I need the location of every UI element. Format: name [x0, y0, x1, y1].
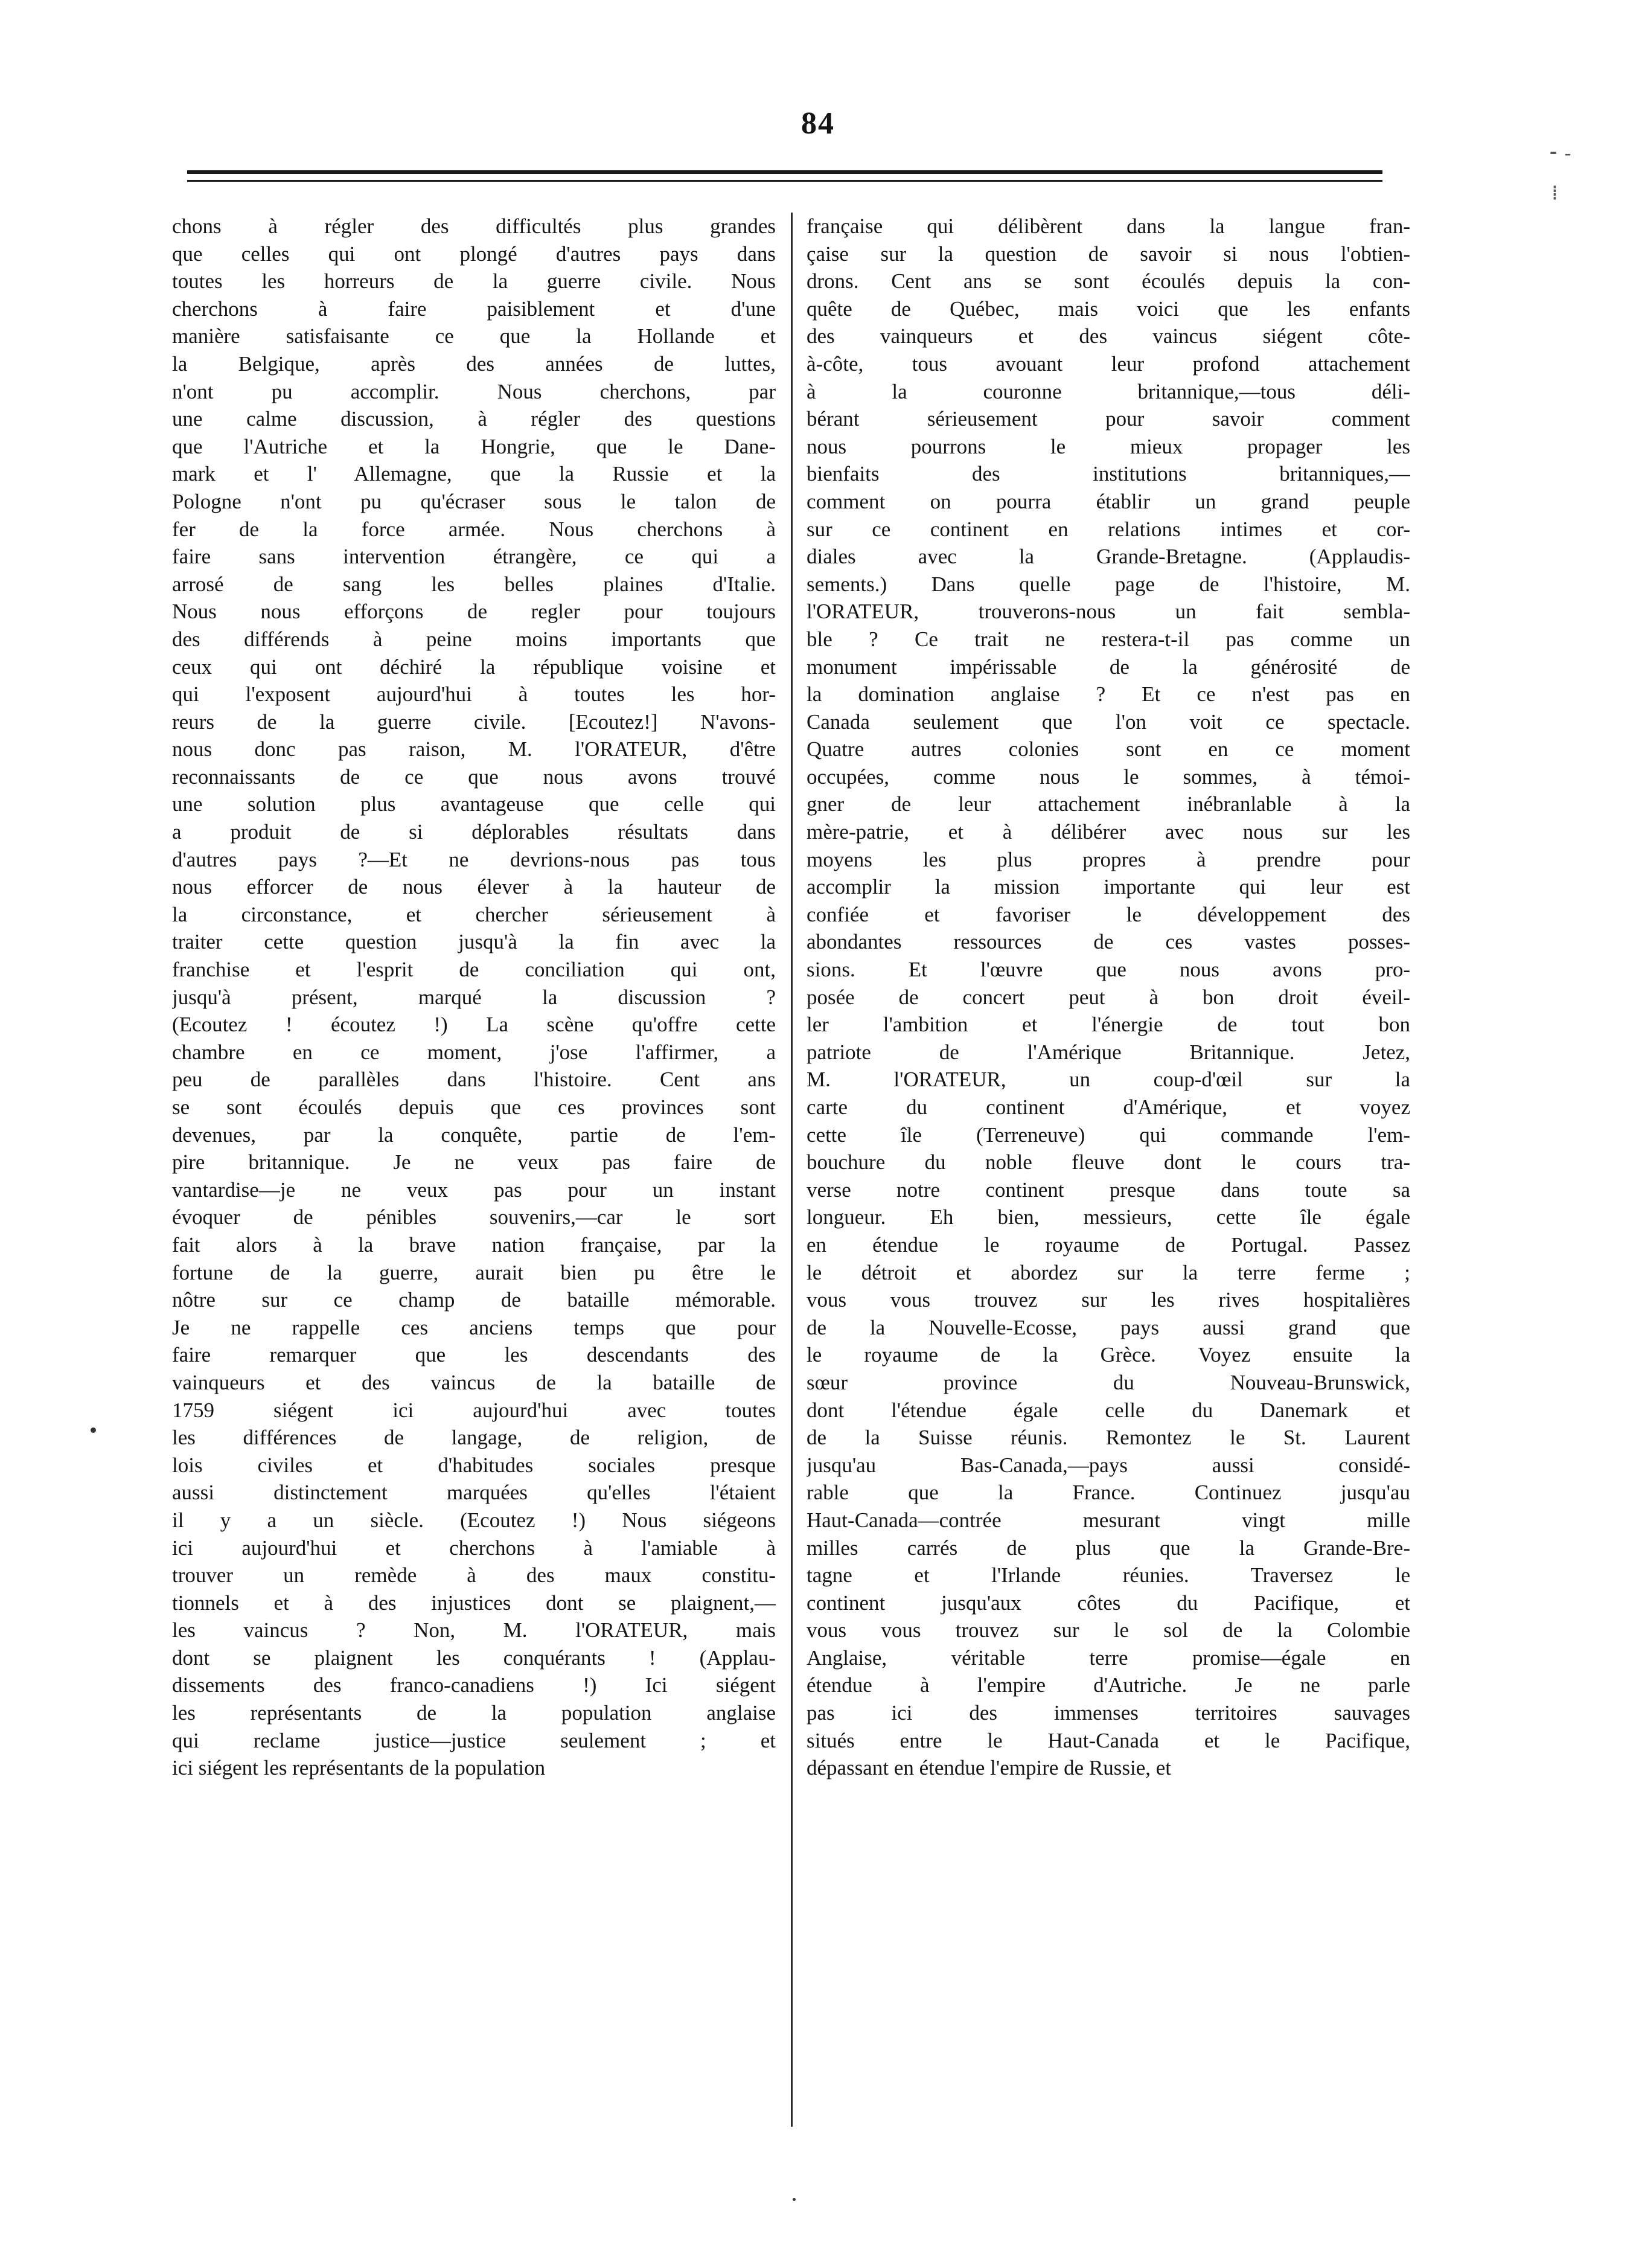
left-text-column — [172, 213, 776, 1782]
text-line: devenues, par la conquête, partie de l'em- — [172, 1123, 776, 1147]
margin-dot-left — [91, 1427, 96, 1433]
text-line: vous vous trouvez sur les rives hospitalières — [807, 1288, 1410, 1312]
text-line: Je ne rappelle ces anciens temps que pour — [172, 1315, 776, 1339]
text-line: dépassant en étendue l'empire de Russie, et — [807, 1756, 1172, 1780]
text-line: franchise et l'esprit de conciliation qui ont, — [172, 958, 776, 982]
column-divider — [791, 213, 793, 2127]
text-line: évoquer de pénibles souvenirs,—car le sort — [172, 1205, 776, 1229]
text-line: jusqu'au Bas-Canada,—pays aussi considé- — [807, 1453, 1410, 1477]
text-line: sœur province du Nouveau-Brunswick, — [807, 1370, 1410, 1394]
text-line: fait alors à la brave nation française, par la — [172, 1232, 776, 1257]
text-line: verse notre continent presque dans toute sa — [807, 1177, 1410, 1202]
text-line: reconnaissants de ce que nous avons trouvé — [172, 764, 776, 789]
text-line: bouchure du noble fleuve dont le cours tra- — [807, 1150, 1410, 1174]
text-line: nous efforcer de nous élever à la hauteur de — [172, 875, 776, 899]
text-line: Nous nous efforçons de regler pour toujours — [172, 600, 776, 624]
text-line: des différends à peine moins importants que — [172, 627, 776, 651]
text-line: cherchons à faire paisiblement et d'une — [172, 296, 776, 321]
text-line: ici siégent les représentants de la population — [172, 1756, 546, 1780]
text-line: manière satisfaisante ce que la Hollande et — [172, 324, 776, 348]
text-line: diales avec la Grande-Bretagne. (Applaudis- — [807, 545, 1410, 569]
text-line: à-côte, tous avouant leur profond attachement — [807, 351, 1410, 376]
text-line: Haut-Canada—contrée mesurant vingt mille — [807, 1508, 1410, 1532]
text-line: nous donc pas raison, M. l'ORATEUR, d'être — [172, 737, 776, 761]
text-line: longueur. Eh bien, messieurs, cette île égale — [807, 1205, 1410, 1229]
text-line: dissements des franco-canadiens !) Ici siégent — [172, 1673, 776, 1697]
text-line: sur ce continent en relations intimes et cor- — [807, 517, 1410, 541]
text-line: les représentants de la population anglaise — [172, 1701, 776, 1725]
text-line: faire sans intervention étrangère, ce qui a — [172, 545, 776, 569]
text-line: confiée et favoriser le développement des — [807, 902, 1410, 926]
text-line: des vainqueurs et des vaincus siégent côte- — [807, 324, 1410, 348]
right-text-column — [807, 213, 1410, 1782]
text-line: n'ont pu accomplir. Nous cherchons, par — [172, 379, 776, 403]
text-line: qui reclame justice—justice seulement ; et — [172, 1728, 776, 1752]
text-line: les vaincus ? Non, M. l'ORATEUR, mais — [172, 1618, 776, 1642]
text-line: pas ici des immenses territoires sauvages — [807, 1701, 1410, 1725]
text-line: monument impérissable de la générosité de — [807, 655, 1410, 679]
text-line: dont se plaignent les conquérants ! (Applau- — [172, 1645, 776, 1670]
text-line: moyens les plus propres à prendre pour — [807, 847, 1410, 871]
margin-mark-top: ⁃ ‐ — [1548, 142, 1571, 165]
text-line: Anglaise, véritable terre promise—égale en — [807, 1645, 1410, 1670]
text-line: reurs de la guerre civile. [Ecoutez!] N'avons- — [172, 710, 776, 734]
text-line: mère-patrie, et à délibérer avec nous sur les — [807, 820, 1410, 844]
text-line: rable que la France. Continuez jusqu'au — [807, 1481, 1410, 1505]
text-line: ler l'ambition et l'énergie de tout bon — [807, 1013, 1410, 1037]
text-line: ici aujourd'hui et cherchons à l'amiable à — [172, 1536, 776, 1560]
text-line: quête de Québec, mais voici que les enfants — [807, 296, 1410, 321]
text-line: vainqueurs et des vaincus de la bataille de — [172, 1370, 776, 1394]
text-line: drons. Cent ans se sont écoulés depuis la con- — [807, 269, 1410, 293]
text-line: jusqu'à présent, marqué la discussion ? — [172, 985, 776, 1009]
text-line: tionnels et à des injustices dont se plaignent,— — [172, 1590, 776, 1615]
text-line: posée de concert peut à bon droit éveil- — [807, 985, 1410, 1009]
text-line: accomplir la mission importante qui leur est — [807, 875, 1410, 899]
text-line: une solution plus avantageuse que celle qui — [172, 792, 776, 816]
text-line: faire remarquer que les descendants des — [172, 1343, 776, 1367]
text-line: la circonstance, et chercher sérieusement à — [172, 902, 776, 926]
text-line: sions. Et l'œuvre que nous avons pro- — [807, 958, 1410, 982]
text-line: traiter cette question jusqu'à la fin avec la — [172, 930, 776, 954]
text-line: l'ORATEUR, trouverons-nous un fait sembla- — [807, 600, 1410, 624]
text-line: ceux qui ont déchiré la république voisine et — [172, 655, 776, 679]
text-line: gner de leur attachement inébranlable à la — [807, 792, 1410, 816]
text-line: de la Nouvelle-Ecosse, pays aussi grand que — [807, 1315, 1410, 1339]
header-rule-thin — [187, 180, 1382, 182]
text-line: le détroit et abordez sur la terre ferme ; — [807, 1260, 1410, 1284]
text-line: les différences de langage, de religion, de — [172, 1426, 776, 1450]
margin-mark-second: ⁞ — [1551, 181, 1558, 205]
text-line: bérant sérieusement pour savoir comment — [807, 407, 1410, 431]
text-line: fortune de la guerre, aurait bien pu être le — [172, 1260, 776, 1284]
text-line: carte du continent d'Amérique, et voyez — [807, 1095, 1410, 1119]
text-line: chons à régler des difficultés plus grandes — [172, 214, 776, 238]
text-line: a produit de si déplorables résultats dans — [172, 820, 776, 844]
text-line: bienfaits des institutions britanniques,— — [807, 462, 1410, 486]
text-line: ble ? Ce trait ne restera-t-il pas comme un — [807, 627, 1410, 651]
text-line: la domination anglaise ? Et ce n'est pas en — [807, 682, 1410, 706]
text-line: continent jusqu'aux côtes du Pacifique, et — [807, 1590, 1410, 1615]
text-line: dont l'étendue égale celle du Danemark et — [807, 1398, 1410, 1422]
text-line: situés entre le Haut-Canada et le Pacifique, — [807, 1728, 1410, 1752]
text-line: il y a un siècle. (Ecoutez !) Nous siégeons — [172, 1508, 776, 1532]
text-line: que l'Autriche et la Hongrie, que le Dane- — [172, 434, 776, 458]
text-line: comment on pourra établir un grand peuple — [807, 489, 1410, 513]
text-line: abondantes ressources de ces vastes posses- — [807, 930, 1410, 954]
text-line: çaise sur la question de savoir si nous l'obtien- — [807, 242, 1410, 266]
text-line: nous pourrons le mieux propager les — [807, 434, 1410, 458]
text-line: Quatre autres colonies sont en ce moment — [807, 737, 1410, 761]
text-line: la Belgique, après des années de luttes, — [172, 351, 776, 376]
text-line: française qui délibèrent dans la langue fran- — [807, 214, 1410, 238]
text-line: trouver un remède à des maux constitu- — [172, 1563, 776, 1587]
text-line: (Ecoutez ! écoutez !) La scène qu'offre cette — [172, 1013, 776, 1037]
text-line: sements.) Dans quelle page de l'histoire, M. — [807, 572, 1410, 596]
text-line: que celles qui ont plongé d'autres pays dans — [172, 242, 776, 266]
text-line: Canada seulement que l'on voit ce spectacle. — [807, 710, 1410, 734]
text-line: fer de la force armée. Nous cherchons à — [172, 517, 776, 541]
text-line: chambre en ce moment, j'ose l'affirmer, a — [172, 1040, 776, 1064]
text-line: toutes les horreurs de la guerre civile. Nous — [172, 269, 776, 293]
margin-dot-bottom — [793, 2198, 796, 2201]
text-line: occupées, comme nous le sommes, à témoi- — [807, 764, 1410, 789]
text-line: arrosé de sang les belles plaines d'Italie. — [172, 572, 776, 596]
text-line: qui l'exposent aujourd'hui à toutes les hor- — [172, 682, 776, 706]
text-line: nôtre sur ce champ de bataille mémorable. — [172, 1288, 776, 1312]
text-line: à la couronne britannique,—tous déli- — [807, 379, 1410, 403]
text-line: Pologne n'ont pu qu'écraser sous le talon de — [172, 489, 776, 513]
text-line: peu de parallèles dans l'histoire. Cent ans — [172, 1068, 776, 1092]
header-rule-thick — [187, 170, 1382, 174]
text-line: aussi distinctement marquées qu'elles l'étaient — [172, 1481, 776, 1505]
text-line: M. l'ORATEUR, un coup-d'œil sur la — [807, 1068, 1410, 1092]
text-line: étendue à l'empire d'Autriche. Je ne parle — [807, 1673, 1410, 1697]
text-line: milles carrés de plus que la Grande-Bre- — [807, 1536, 1410, 1560]
text-line: mark et l' Allemagne, que la Russie et la — [172, 462, 776, 486]
text-line: 1759 siégent ici aujourd'hui avec toutes — [172, 1398, 776, 1422]
text-line: de la Suisse réunis. Remontez le St. Laurent — [807, 1426, 1410, 1450]
text-line: lois civiles et d'habitudes sociales presque — [172, 1453, 776, 1477]
text-line: le royaume de la Grèce. Voyez ensuite la — [807, 1343, 1410, 1367]
page-number: 84 — [801, 106, 835, 141]
text-line: se sont écoulés depuis que ces provinces sont — [172, 1095, 776, 1119]
text-line: vous vous trouvez sur le sol de la Colombie — [807, 1618, 1410, 1642]
text-line: en étendue le royaume de Portugal. Passez — [807, 1232, 1410, 1257]
text-line: patriote de l'Amérique Britannique. Jetez, — [807, 1040, 1410, 1064]
text-line: vantardise—je ne veux pas pour un instant — [172, 1177, 776, 1202]
text-line: d'autres pays ?—Et ne devrions-nous pas tous — [172, 847, 776, 871]
text-line: tagne et l'Irlande réunies. Traversez le — [807, 1563, 1410, 1587]
text-line: une calme discussion, à régler des questions — [172, 407, 776, 431]
text-line: cette île (Terreneuve) qui commande l'em- — [807, 1123, 1410, 1147]
text-line: pire britannique. Je ne veux pas faire de — [172, 1150, 776, 1174]
